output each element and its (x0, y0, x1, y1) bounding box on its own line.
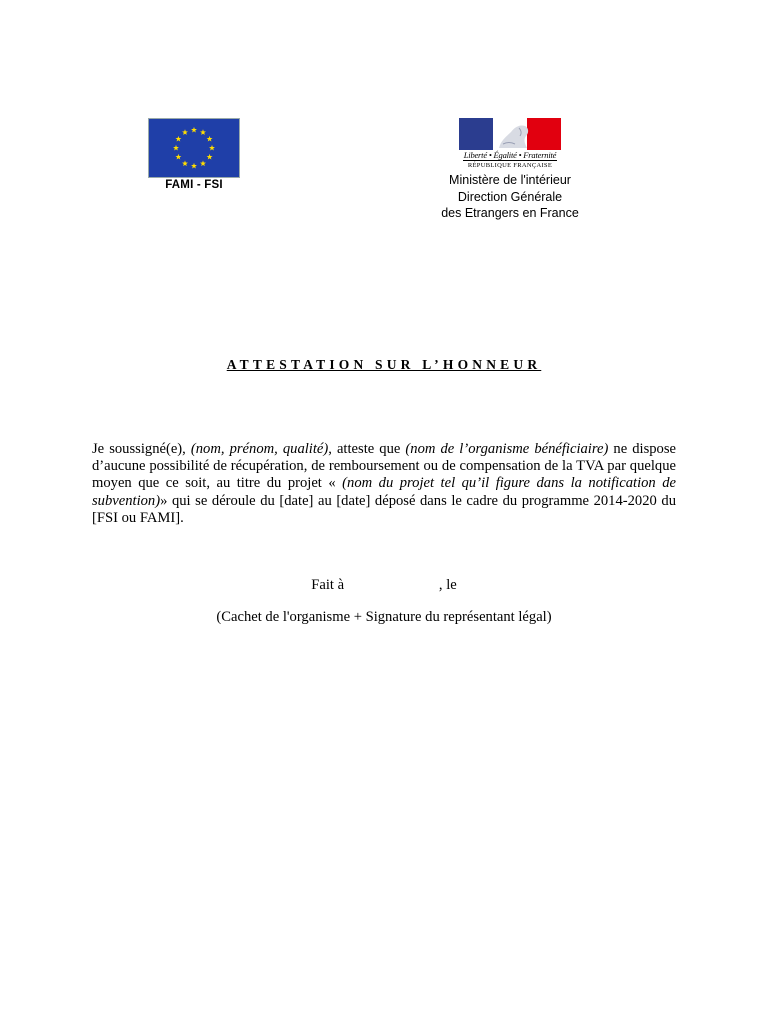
ministry-line-2: Direction Générale (457, 189, 563, 204)
body-text-1: Je soussigné(e), (92, 441, 191, 457)
body-text-4: » qui se déroule du [date] au [date] déposé dans le cadre du programme 2014-2020 du [FSI ou FAMI]. (92, 492, 676, 526)
eu-flag-icon (148, 118, 240, 178)
placeholder-name: (nom, prénom, qualité) (190, 441, 329, 457)
fr-motto: Liberté • Égalité • Fraternité (463, 150, 557, 160)
place-date-line: Fait à , le (311, 577, 457, 593)
attestation-paragraph (92, 441, 676, 527)
document-title: ATTESTATION SUR L’HONNEUR (226, 357, 542, 372)
body-text-3: ne dispose d’aucune possibilité de récupération, de remboursement ou de compensation de la TVA par quelque moyen que ce soit, au titre du projet « (92, 441, 677, 492)
placeholder-project: (nom du projet tel qu’il figure dans la notification de subvention) (92, 475, 676, 509)
french-republic-block (430, 118, 590, 222)
ministry-text (430, 172, 590, 222)
marianne-emblem-icon (459, 118, 561, 150)
marianne-logo (459, 118, 561, 170)
ministry-line-1: Ministère de l'intérieur (449, 173, 571, 187)
body-text-2: , atteste que (328, 441, 406, 457)
eu-logo-block (148, 118, 240, 191)
fr-republic-label: RÉPUBLIQUE FRANÇAISE (467, 162, 553, 169)
signature-line: (Cachet de l'organisme + Signature du représentant légal) (216, 609, 552, 625)
eu-caption: FAMI - FSI (165, 179, 223, 191)
placeholder-organisation: (nom de l’organisme bénéficiaire) (405, 441, 609, 457)
ministry-line-3: des Etrangers en France (441, 206, 579, 220)
